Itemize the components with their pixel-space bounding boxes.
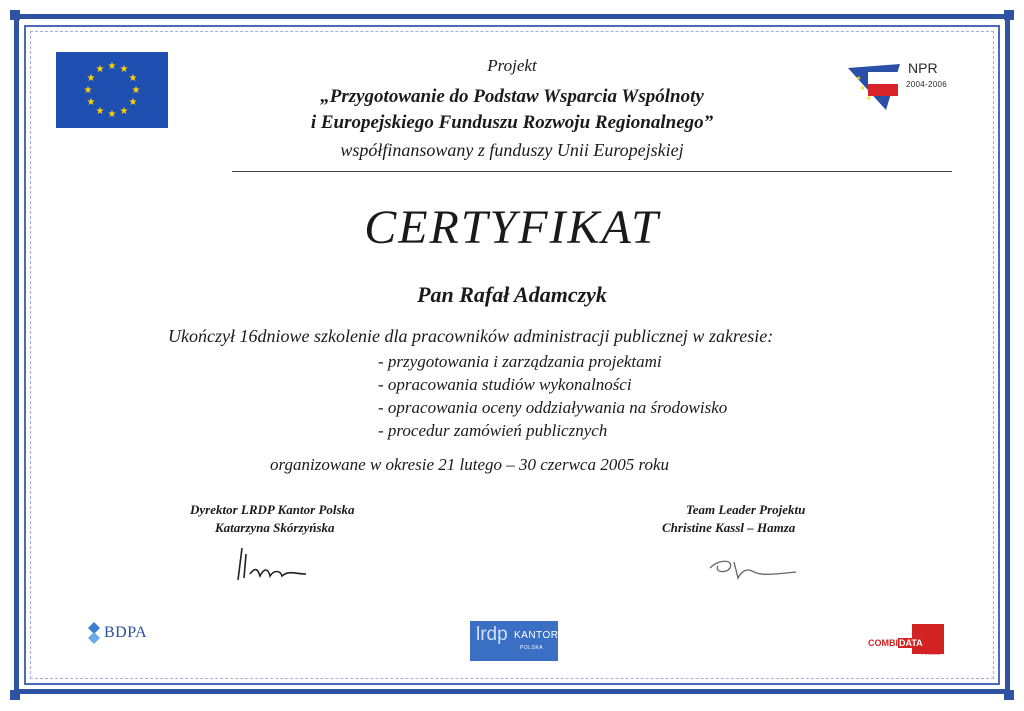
svg-text:★: ★ bbox=[856, 75, 862, 82]
corner-ornament bbox=[1004, 690, 1014, 700]
corner-ornament bbox=[10, 690, 20, 700]
header-divider bbox=[232, 171, 952, 172]
svg-text:★: ★ bbox=[128, 97, 138, 108]
svg-text:★: ★ bbox=[128, 73, 138, 84]
training-period: organizowane w okresie 21 lutego – 30 czerwca 2005 roku bbox=[270, 455, 669, 474]
bdpa-logo-icon bbox=[84, 620, 104, 646]
corner-ornament bbox=[10, 10, 20, 20]
topic-item: - procedur zamówień publicznych bbox=[378, 421, 608, 440]
right-signatory-title: Team Leader Projektu bbox=[686, 502, 806, 517]
svg-text:★: ★ bbox=[95, 64, 105, 75]
left-signatory-title: Dyrektor LRDP Kantor Polska bbox=[190, 502, 355, 517]
lrdp-logo-kantor: KANTOR bbox=[514, 630, 559, 641]
svg-text:★: ★ bbox=[119, 106, 129, 117]
svg-text:★: ★ bbox=[83, 85, 93, 96]
svg-text:★: ★ bbox=[860, 85, 866, 92]
topic-item: - przygotowania i zarządzania projektami bbox=[378, 352, 662, 371]
project-title-line2: i Europejskiego Funduszu Rozwoju Regionalnego” bbox=[310, 112, 714, 133]
svg-text:★: ★ bbox=[95, 106, 105, 117]
right-signature-icon bbox=[700, 550, 810, 586]
right-signatory-name: Christine Kassl – Hamza bbox=[662, 520, 796, 535]
svg-text:★: ★ bbox=[86, 97, 96, 108]
project-label: Projekt bbox=[487, 56, 537, 75]
project-title-line1: „Przygotowanie do Podstaw Wsparcia Wspólnoty bbox=[320, 86, 704, 107]
svg-text:★: ★ bbox=[86, 73, 96, 84]
svg-text:★: ★ bbox=[107, 61, 117, 72]
training-topics bbox=[378, 350, 727, 442]
svg-text:★: ★ bbox=[107, 109, 117, 120]
topic-item: - opracowania studiów wykonalności bbox=[378, 375, 632, 394]
topic-item: - opracowania oceny oddziaływania na środowisko bbox=[378, 398, 728, 417]
completion-statement: Ukończył 16dniowe szkolenie dla pracowników administracji publicznej w zakresie: bbox=[168, 326, 774, 346]
svg-text:★: ★ bbox=[866, 95, 872, 102]
combidata-logo-data: DATA bbox=[899, 638, 923, 648]
combidata-logo-combi: COMBI bbox=[868, 638, 898, 648]
recipient-name: Pan Rafał Adamczyk bbox=[417, 282, 607, 307]
certificate-title: CERTYFIKAT bbox=[364, 201, 660, 254]
npr-years: 2004-2006 bbox=[906, 80, 947, 89]
cofinanced-note: współfinansowany z funduszy Unii Europejskiej bbox=[340, 140, 684, 160]
left-signatory-name: Katarzyna Skórzyńska bbox=[215, 520, 335, 535]
npr-title: NPR bbox=[908, 60, 938, 76]
bdpa-logo-text: BDPA bbox=[104, 624, 148, 641]
corner-ornament bbox=[1004, 10, 1014, 20]
lrdp-logo-brand: lrdp bbox=[476, 624, 508, 645]
lrdp-logo-polska: POLSKA bbox=[520, 645, 544, 651]
svg-text:★: ★ bbox=[119, 64, 129, 75]
left-signature-icon bbox=[230, 540, 330, 588]
combidata-logo-sub: PROKOM bbox=[922, 651, 940, 656]
svg-text:★: ★ bbox=[131, 85, 141, 96]
combidata-logo bbox=[868, 638, 924, 648]
